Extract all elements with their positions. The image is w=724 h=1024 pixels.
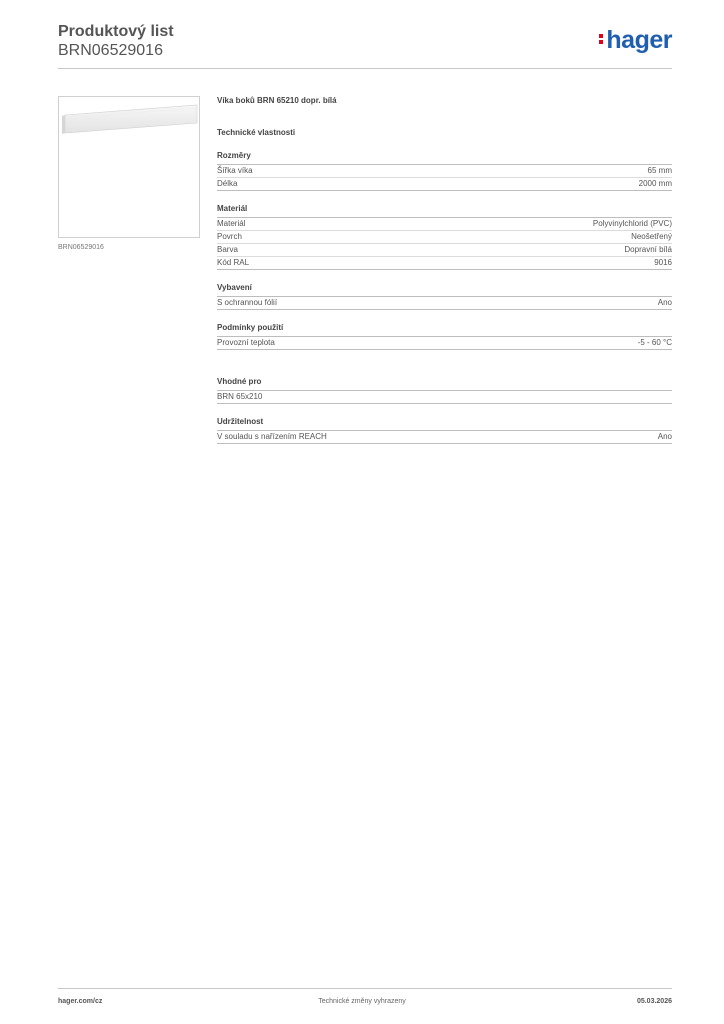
table-row (217, 231, 672, 244)
logo-dots-icon (599, 32, 604, 46)
page-title: Produktový list (58, 23, 174, 40)
group-sustainability (217, 417, 672, 444)
row-label: Barva (217, 245, 238, 254)
cover-profile-icon (59, 97, 199, 237)
section-title: Technické vlastnosti (217, 128, 296, 137)
product-image (58, 96, 200, 238)
row-value: Ano (657, 432, 672, 441)
product-details (217, 96, 672, 444)
product-name: Víka boků BRN 65210 dopr. bílá (217, 96, 337, 105)
row-label: Kód RAL (217, 258, 250, 267)
row-value: -5 - 60 °C (637, 338, 672, 347)
row-label: Šířka víka (217, 166, 253, 175)
row-label: Provozní teplota (217, 338, 275, 347)
footer-date: 05.03.2026 (636, 998, 672, 1005)
table-row (217, 337, 672, 350)
row-label: BRN 65x210 (217, 392, 263, 401)
group-dimensions (217, 151, 672, 191)
row-value: Neošetřený (631, 232, 672, 241)
table-row (217, 165, 672, 178)
table-row (217, 218, 672, 231)
image-caption: BRN06529016 (58, 244, 104, 251)
table-row (217, 244, 672, 257)
table-row (217, 257, 672, 270)
row-label: V souladu s nařízením REACH (217, 432, 327, 441)
row-label: S ochrannou fólií (217, 298, 278, 307)
table-row (217, 178, 672, 191)
table-row (217, 391, 672, 404)
row-value: 2000 mm (638, 179, 672, 188)
group-suitable-for (217, 377, 672, 404)
header-divider (58, 68, 672, 69)
hager-logo (599, 26, 672, 55)
row-value: 65 mm (647, 166, 672, 175)
row-label: Povrch (217, 232, 242, 241)
row-value: Polyvinylchlorid (PVC) (592, 219, 672, 228)
group-conditions (217, 323, 672, 350)
group-title: Podmínky použití (217, 323, 672, 337)
group-equipment (217, 283, 672, 310)
group-title: Vybavení (217, 283, 672, 297)
product-code: BRN06529016 (58, 42, 163, 59)
group-material (217, 204, 672, 270)
page-header (58, 22, 174, 60)
group-title: Materiál (217, 204, 672, 218)
row-label: Materiál (217, 219, 246, 228)
group-title: Rozměry (217, 151, 672, 165)
footer-website-link[interactable]: hager.com/cz (58, 998, 103, 1005)
group-title: Udržitelnost (217, 417, 672, 431)
footer-divider (58, 988, 672, 989)
logo-text: hager (606, 26, 672, 54)
footer-notice: Technické změny vyhrazeny (318, 998, 406, 1005)
row-value: Ano (657, 298, 672, 307)
row-label: Délka (217, 179, 238, 188)
group-title: Vhodné pro (217, 377, 672, 391)
table-row (217, 431, 672, 444)
row-value: Dopravní bílá (624, 245, 672, 254)
row-value: 9016 (654, 258, 672, 267)
table-row (217, 297, 672, 310)
